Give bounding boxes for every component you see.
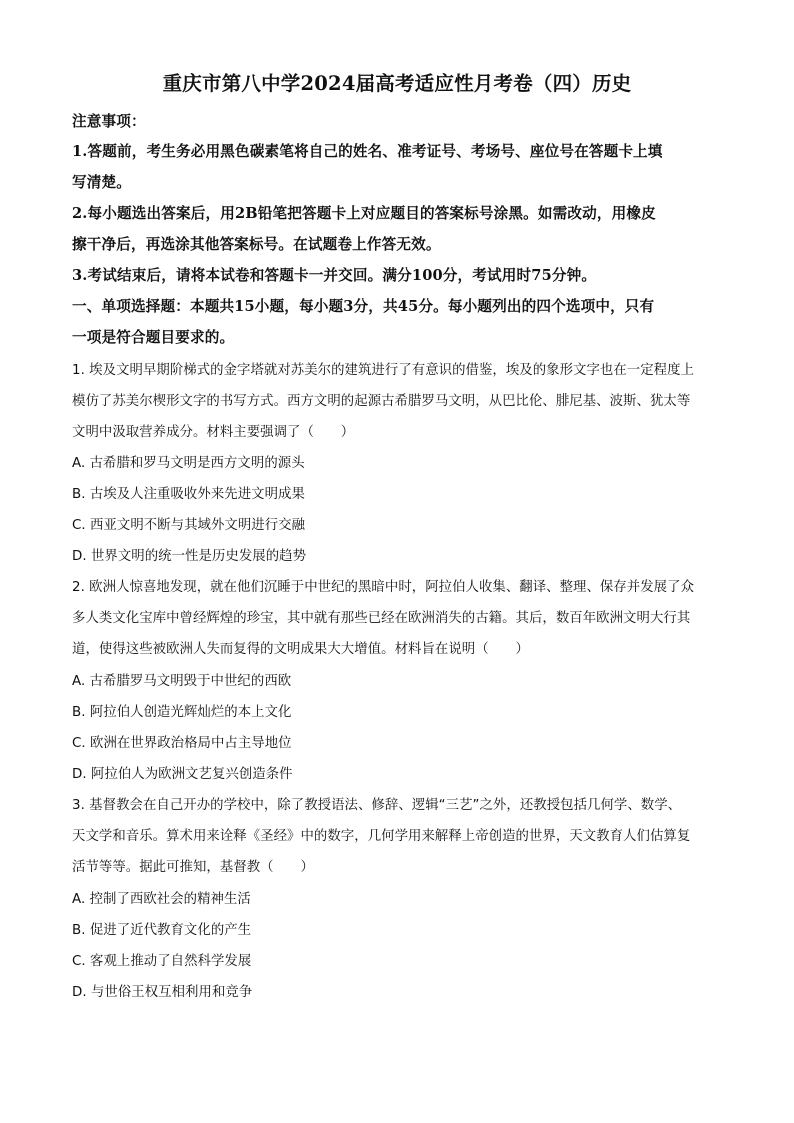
notice-line: 1.答题前，考生务必用黑色碳素笔将自己的姓名、准考证号、考场号、座位号在答题卡上填 (72, 143, 663, 160)
question-3-option-b: B. 促进了近代教育文化的产生 (72, 923, 252, 938)
question-3-stem: 天文学和音乐。算术用来诠释《圣经》中的数字，几何学用来解释上帝创造的世界，天文教育人们估算复 (72, 829, 691, 844)
section-heading: 一、单项选择题：本题共15小题，每小题3分，共45分。每小题列出的四个选项中，只有 (72, 298, 655, 315)
question-1-option-c: C. 西亚文明不断与其域外文明进行交融 (72, 518, 306, 533)
question-3-option-c: C. 客观上推动了自然科学发展 (72, 954, 252, 969)
question-2-stem: 多人类文化宝库中曾经辉煌的珍宝，其中就有那些已经在欧洲消失的古籍。其后，数百年欧洲文明大行其 (72, 611, 691, 626)
question-1-option-a: A. 古希腊和罗马文明是西方文明的源头 (72, 456, 305, 471)
question-2-option-b: B. 阿拉伯人创造光辉灿烂的本上文化 (72, 705, 292, 720)
question-3-option-d: D. 与世俗王权互相利用和竞争 (72, 985, 253, 1000)
question-1-option-d: D. 世界文明的统一性是历史发展的趋势 (72, 549, 307, 564)
notice-line: 擦干净后，再选涂其他答案标号。在试题卷上作答无效。 (72, 236, 441, 253)
question-2-option-d: D. 阿拉伯人为欧洲文艺复兴创造条件 (72, 767, 293, 782)
question-1-stem: 文明中汲取营养成分。材料主要强调了（ ） (72, 425, 355, 440)
question-3-stem: 3. 基督教会在自己开办的学校中，除了教授语法、修辞、逻辑“三艺”之外，还教授包括几何学、数学、 (72, 798, 682, 813)
question-3-stem: 活节等等。据此可推知，基督教（ ） (72, 860, 314, 875)
question-2-stem: 道，使得这些被欧洲人失而复得的文明成果大大增值。材料旨在说明（ ） (72, 642, 529, 657)
notice-heading: 注意事项： (72, 113, 146, 130)
notice-line: 写清楚。 (72, 174, 131, 191)
question-1-stem: 1. 埃及文明早期阶梯式的金字塔就对苏美尔的建筑进行了有意识的借鉴，埃及的象形文字也在一定程度上 (72, 363, 695, 378)
question-1-option-b: B. 古埃及人注重吸收外来先进文明成果 (72, 487, 305, 502)
question-2-option-c: C. 欧洲在世界政治格局中占主导地位 (72, 736, 292, 751)
section-heading: 一项是符合题目要求的。 (72, 329, 235, 346)
question-1-stem: 模仿了苏美尔楔形文字的书写方式。西方文明的起源古希腊罗马文明，从巴比伦、腓尼基、波斯、犹太等 (72, 394, 691, 409)
question-3-option-a: A. 控制了西欧社会的精神生活 (72, 892, 251, 907)
question-2-option-a: A. 古希腊罗马文明毁于中世纪的西欧 (72, 674, 292, 689)
notice-line: 3.考试结束后，请将本试卷和答题卡一并交回。满分100分，考试用时75分钟。 (72, 267, 597, 284)
notice-line: 2.每小题选出答案后，用2B铅笔把答题卡上对应题目的答案标号涂黑。如需改动，用橡皮 (72, 205, 656, 222)
question-2-stem: 2. 欧洲人惊喜地发现，就在他们沉睡于中世纪的黑暗中时，阿拉伯人收集、翻译、整理、保存并发展了众 (72, 580, 695, 595)
exam-title: 重庆市第八中学2024届高考适应性月考卷（四）历史 (162, 72, 632, 95)
